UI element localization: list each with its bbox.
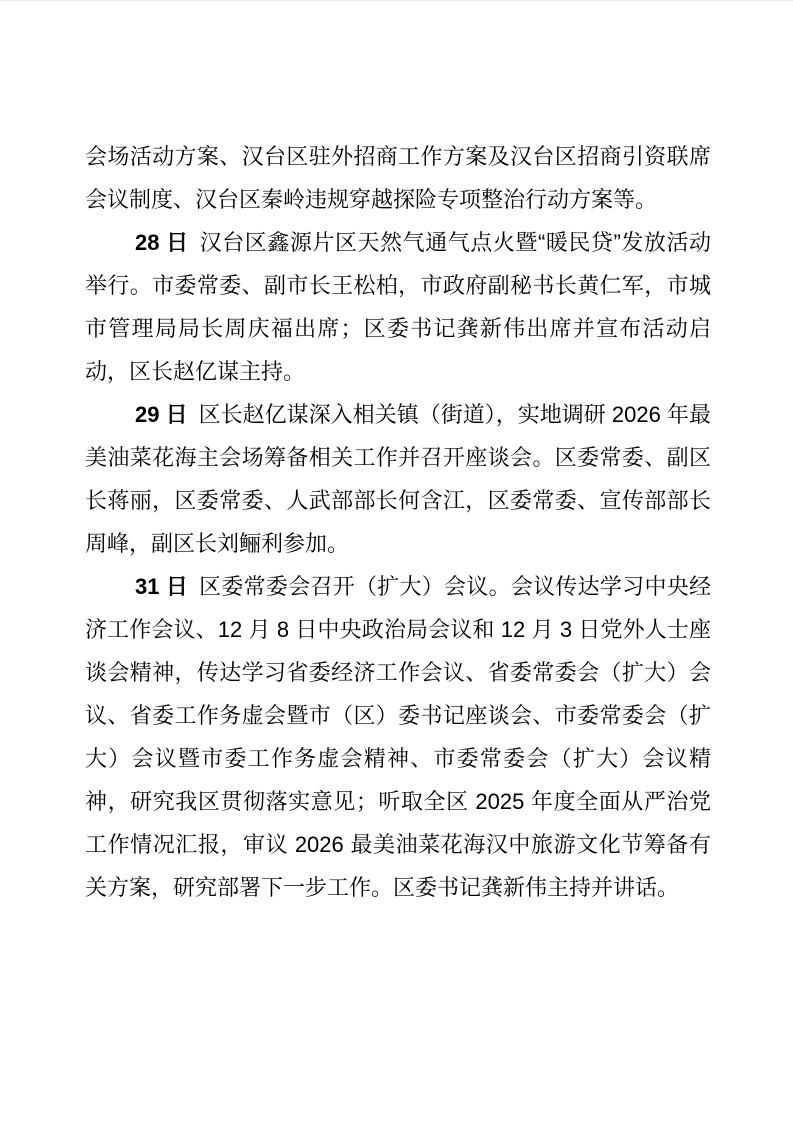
paragraph: [85, 565, 711, 909]
date-label: 29 日: [135, 402, 188, 427]
paragraph-text: 会场活动方案、汉台区驻外招商工作方案及汉台区招商引资联席会议制度、汉台区秦岭违规穿越探险专项整治行动方案等。: [85, 144, 711, 212]
paragraph-text: 汉台区鑫源片区天然气通气点火暨“暖民贷”发放活动举行。市委常委、副市长王松柏，市政府副秘书长黄仁军，市城市管理局局长周庆福出席；区委书记龚新伟出席并宣布活动启动，区长赵亿谋主持。: [85, 230, 711, 384]
paragraph-text: 区长赵亿谋深入相关镇（街道），实地调研 2026 年最美油菜花海主会场筹备相关工作并召开座谈会。区委常委、副区长蒋丽，区委常委、人武部部长何含江，区委常委、宣传部部长周峰，副区长刘鲡利参加。: [85, 402, 711, 556]
paragraph-text: 区委常委会召开（扩大）会议。会议传达学习中央经济工作会议、12 月 8 日中央政治局会议和 12 月 3 日党外人士座谈会精神，传达学习省委经济工作会议、省委常委会（扩大）会议、省委工作务虚会暨市（区）委书记座谈会、市委常委会（扩大）会议暨市委工作务虚会精神、市委常委会（扩大）会议精神，研究我区贯彻落实意见；听取全区 2025 年度全面从严治党工作情况汇报，审议 2026 最美油菜花海汉中旅游文化节筹备有关方案，研究部署下一步工作。区委书记龚新伟主持并讲话。: [85, 574, 711, 900]
paragraph: [85, 221, 711, 393]
date-label: 31 日: [135, 574, 189, 599]
date-label: 28 日: [135, 230, 189, 255]
paragraph: [85, 393, 711, 565]
paragraph: [85, 135, 711, 221]
document-body: [85, 135, 711, 909]
